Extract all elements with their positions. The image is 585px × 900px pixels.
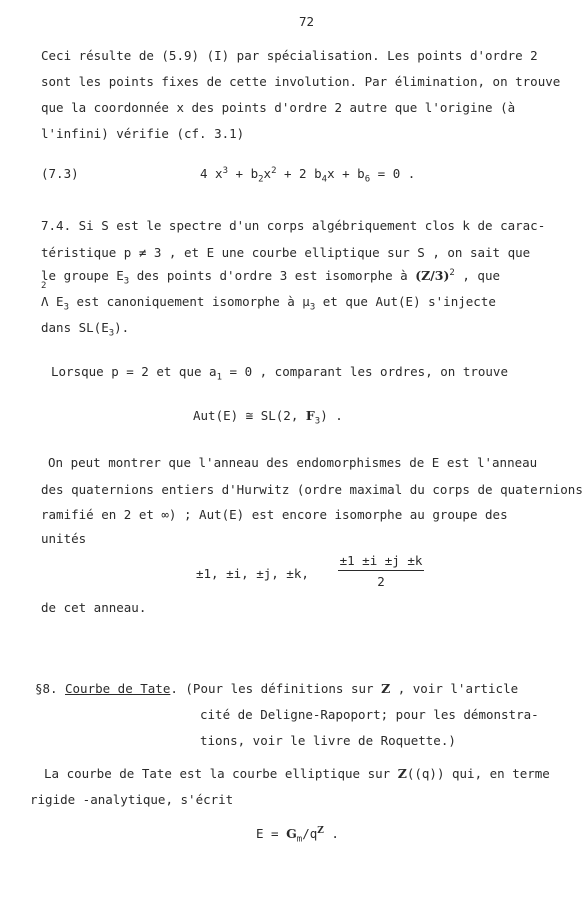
text-line: dans $SL(E_3)$.: [41, 320, 130, 339]
fraction-denominator: 2: [377, 574, 385, 589]
section-number: §8.: [35, 681, 58, 696]
text-line: téristique p ≠ 3 , et E une courbe elliptique sur S , on sait que: [41, 245, 531, 260]
section-heading: Courbe de Tate. (Pour les définitions sur Z , voir l'article: [65, 681, 519, 696]
text-line: ramifié en 2 et ∞) ; Aut(E) est encore isomorphe au groupe des: [41, 507, 508, 522]
page-number: 72: [299, 14, 315, 29]
text-line: le groupe $E_3$ des points d'ordre 3 est isomorphe à $(Z/3)^2$ , que: [41, 268, 500, 287]
text-line: cité de Deligne-Rapoport; pour les démonstra-: [200, 707, 539, 722]
text-line: sont les points fixes de cette involution. Par élimination, on trouve: [41, 74, 561, 89]
text-line: Lorsque p = 2 et que $a_1 = 0$ , comparant les ordres, on trouve: [51, 364, 508, 383]
text-line: Λ $E_3$ est canoniquement isomorphe à $\mu_3$ et que Aut(E) s'injecte: [41, 294, 496, 313]
text-line: l'infini) vérifie (cf. 3.1): [41, 126, 245, 141]
text-line: des quaternions entiers d'Hurwitz (ordre maximal du corps de quaternions: [41, 482, 583, 497]
units-list: ±1, ±i, ±j, ±k,: [196, 566, 309, 581]
units-fraction: [338, 553, 424, 589]
section-title: Courbe de Tate: [65, 681, 171, 696]
text-line: rigide -analytique, s'écrit: [30, 792, 234, 807]
equation-7-3: 4 $x^3 + b_2x^2 + 2$ $b_4x + b_6 = 0$ .: [200, 166, 416, 185]
fraction-numerator: ±1 ±i ±j ±k: [339, 553, 423, 568]
fraction-bar: [338, 570, 424, 571]
wedge-exponent: 2: [41, 281, 47, 291]
text-line: unités: [41, 531, 87, 546]
text-line: On peut montrer que l'anneau des endomorphismes de E est l'anneau: [48, 455, 538, 470]
equation-label: (7.3): [41, 166, 79, 181]
text-line: de cet anneau.: [41, 600, 147, 615]
equation-tate: $E = G_m/q^Z$ .: [256, 826, 339, 845]
text-line: Ceci résulte de (5.9) (I) par spécialisation. Les points d'ordre 2: [41, 48, 538, 63]
text-line: 7.4. Si S est le spectre d'un corps algébriquement clos k de carac-: [41, 218, 546, 233]
equation-aut: Aut(E) ≅ SL(2, $F_3$) .: [193, 408, 343, 427]
text-line: tions, voir le livre de Roquette.): [200, 733, 456, 748]
text-line: La courbe de Tate est la courbe elliptique sur Z((q)) qui, en terme: [44, 766, 550, 781]
text-line: que la coordonnée x des points d'ordre 2 autre que l'origine (à: [41, 100, 516, 115]
